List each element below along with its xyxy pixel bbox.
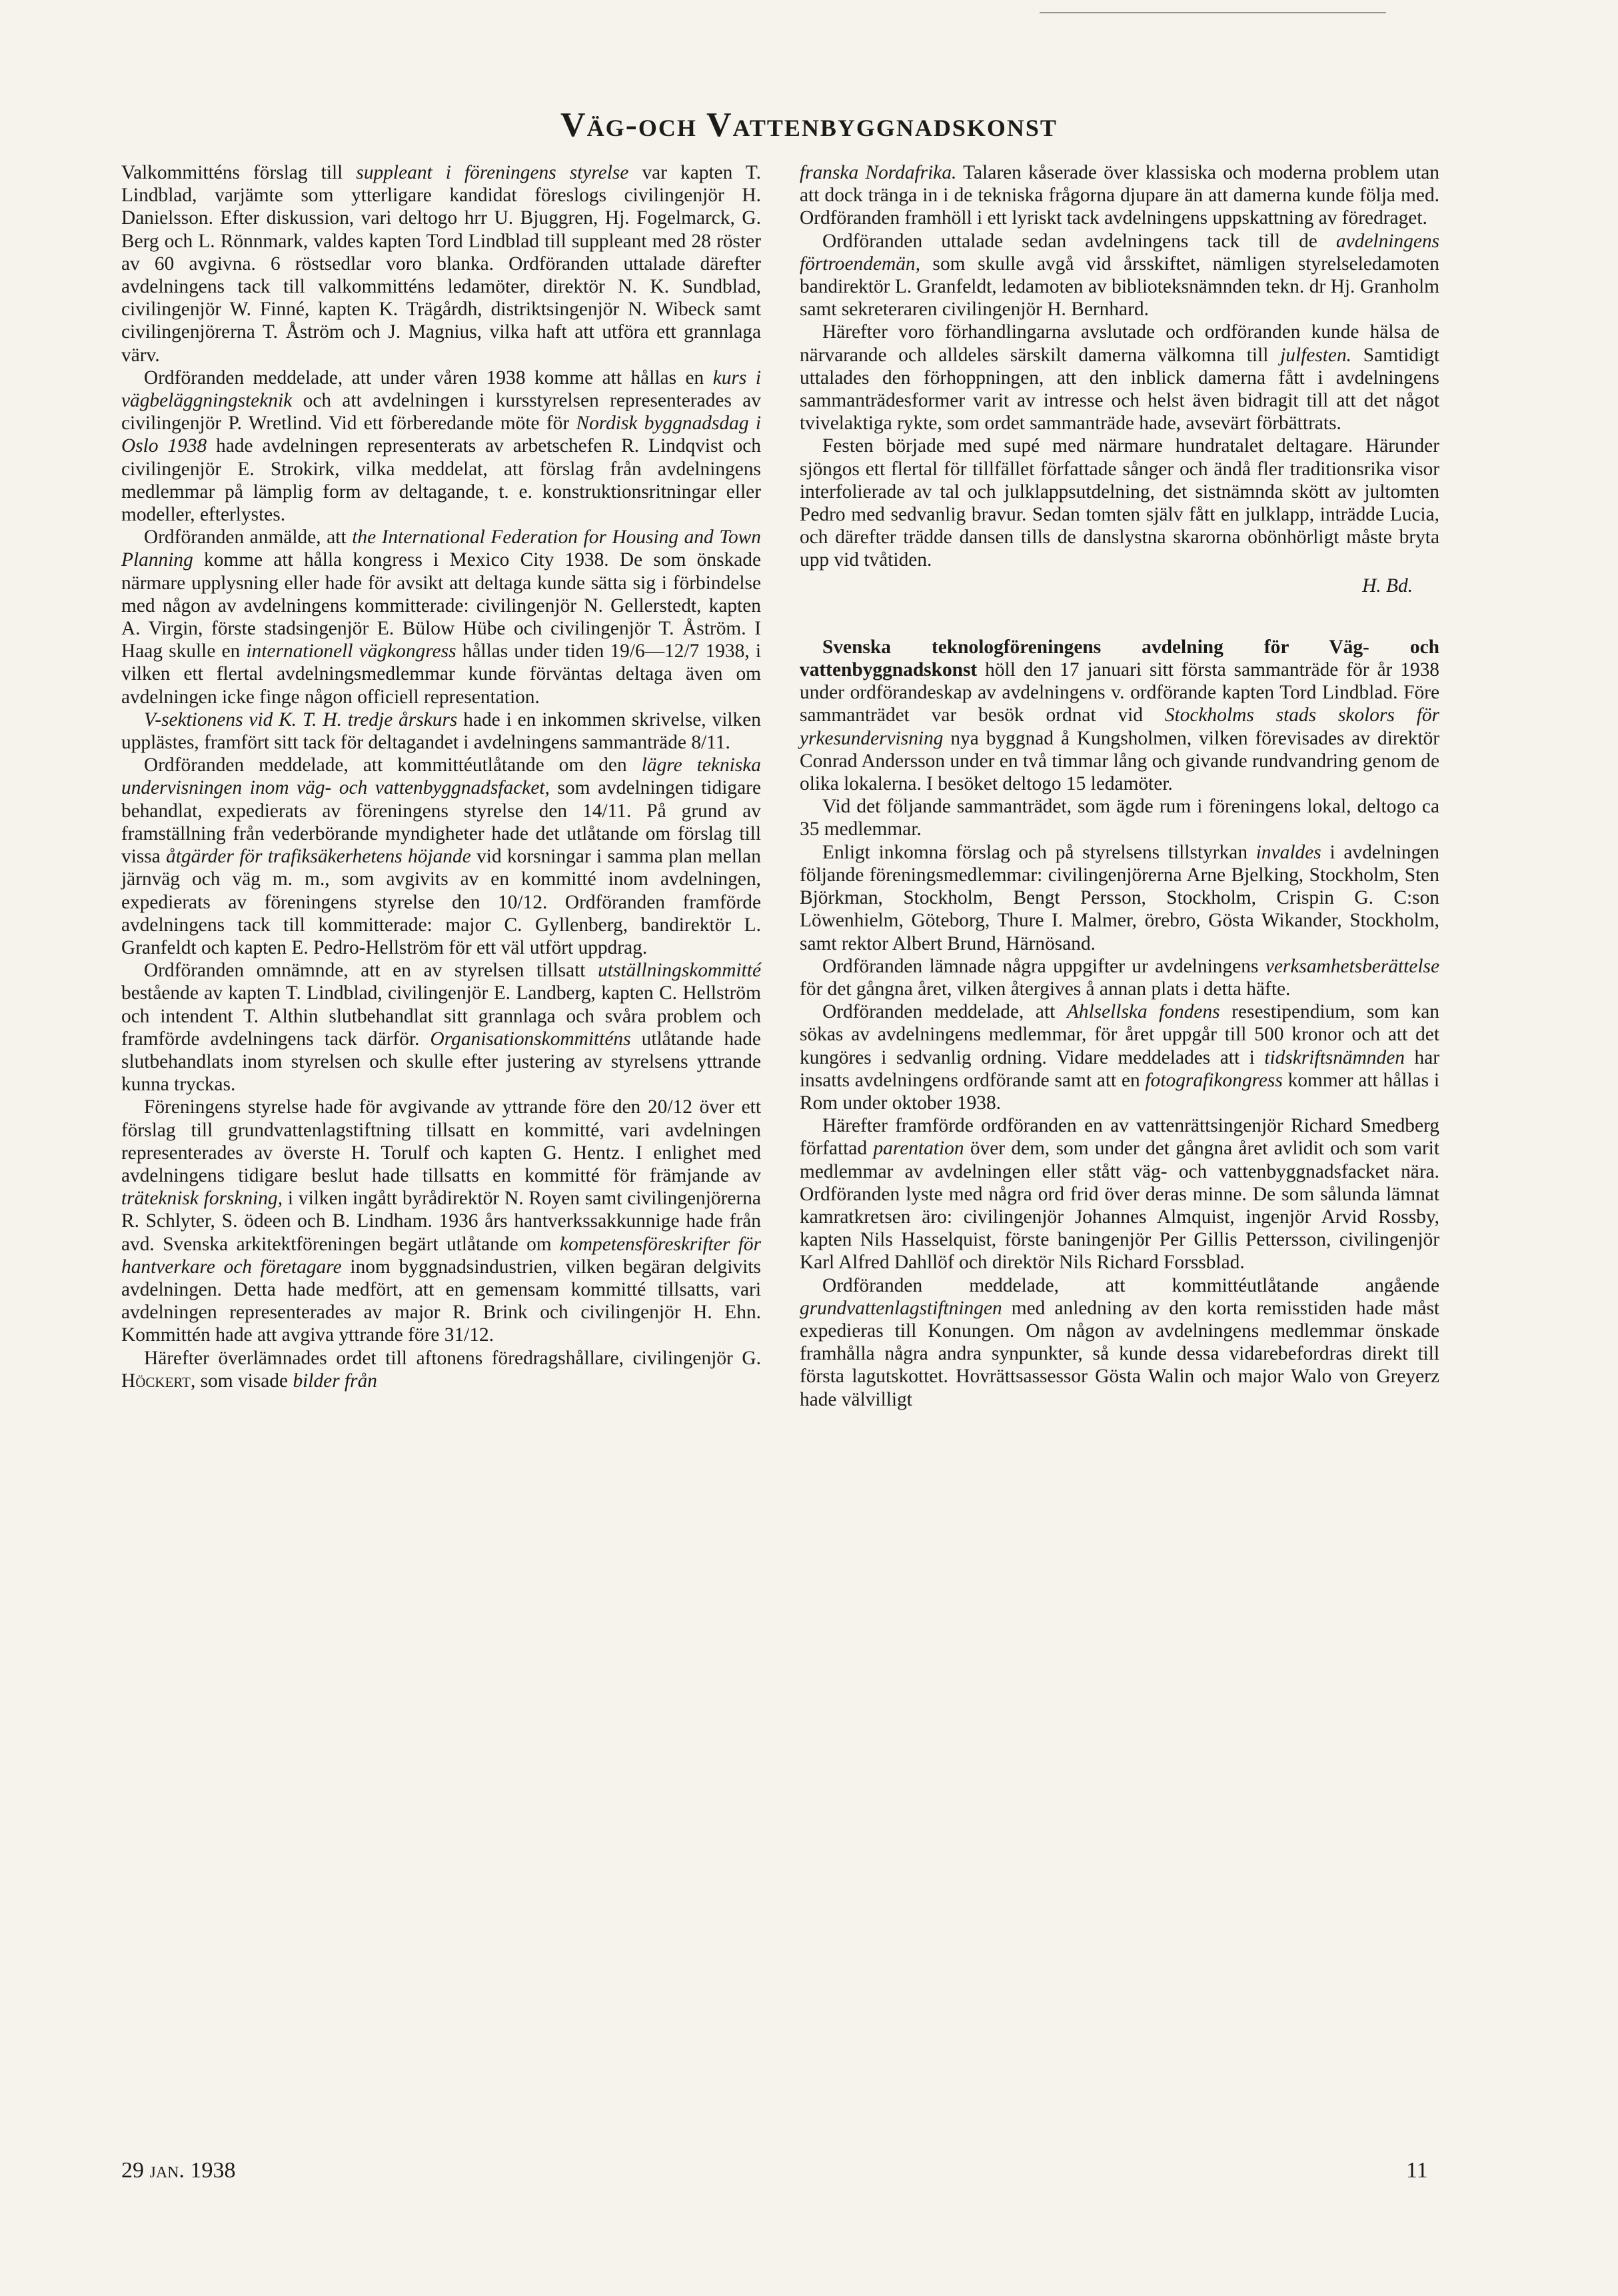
text-run: Organisationskommitténs — [430, 1028, 631, 1050]
text-run: Vid det följande sammanträdet, som ägde rum i föreningens lokal, deltogo ca 35 medlemmar. — [800, 796, 1439, 840]
top-rule — [1040, 12, 1386, 13]
paragraph — [800, 636, 1439, 795]
section-header: Väg-och Vattenbyggnadskonst — [560, 106, 1058, 144]
text-run: Festen började med supé med närmare hundratalet deltagare. Härunder sjöngos ett flertal för tillfället författade sånger och ändå fler traditionsrika visor interfolierade av tal och julklappsutdelning, det sistnämnda skött av jultomten Pedro med sedvanlig bravur. Sedan tomten själv fått en julklapp, inträdde Lucia, och därefter trädde dansen tills de danslystna skarorna obönhörligt måste bryta upp vid tvåtiden. — [800, 435, 1439, 571]
paragraph — [800, 230, 1439, 321]
text-run: Ordföranden meddelade, att under våren 1938 komme att hållas en — [144, 367, 713, 389]
text-run: parentation — [873, 1138, 964, 1160]
text-run: i vilken ingått byrådirektör N. Royen samt civilingenjörerna R. Schlyter, S. ödeen och B. Lindham. 1936 års hantverkssakkunnige hade från avd. Svenska arkitektföreningen begärt utlåtande om — [121, 1188, 761, 1255]
text-run: Härefter överlämnades ordet till aftonens föredragshållare, civilingenjör G. — [144, 1347, 761, 1369]
text-run: Nordisk byggnadsdag i Oslo 1938 — [121, 413, 761, 457]
text-run: Ahlsellska fondens — [1066, 1001, 1220, 1023]
text-run: hade i en inkommen skrivelse, vilken upplästes, framfört sitt tack för deltagandet i avdelningens sammanträde 8/11. — [121, 708, 761, 754]
text-run: åtgärder för trafiksäkerhetens höjande — [166, 846, 471, 868]
text-run: grundvattenlagstiftningen — [800, 1297, 1002, 1319]
paragraph — [121, 367, 761, 526]
text-run: julfesten. — [1280, 344, 1352, 366]
text-run: hade avdelningen representerats av arbetschefen R. Lindqvist och civilingenjör E. Strokirk, vilka meddelat, att förslag från avdelningens medlemmar på lämplig form av deltagande, t. e. konstruktionsritningar eller modeller, efterlystes. — [121, 435, 762, 526]
paragraph — [800, 1274, 1439, 1411]
text-run: suppleant i föreningens styrelse — [356, 162, 629, 183]
text-run: Ordföranden lämnade några uppgifter ur avdelningens — [822, 955, 1265, 977]
text-run: the International Federation for Housing and Town Planning — [121, 527, 761, 571]
text-run: Föreningens styrelse hade för avgivande av yttrande före den 20/12 över ett förslag till grundvattenlagstiftning tillsatt en kommitté, vari avdelningen representerades av överste H. Torulf och kapten G. Hentz. I enlighet med avdelningens tidigare beslut hade tillsatts en kommitté för främjande av — [121, 1096, 761, 1186]
text-run: verksamhetsberättelse — [1265, 955, 1439, 977]
text-run: kurs i vägbeläggningsteknik — [121, 367, 761, 412]
text-run: tidskriftsnämnden — [1264, 1046, 1405, 1068]
text-run: utställningskommitté — [598, 960, 761, 982]
paragraph — [800, 161, 1439, 230]
text-run: vid korsningar i samma plan mellan järnväg och väg m. m., som avgivits av en kommitté inom avdelningen, expedierats av föreningens styrelse den 10/12. Ordföranden framförde avdelningens tack till kommitterade: major C. Gyllenberg, bandirektör L. Granfeldt och kapten E. Pedro-Hellström för ett väl utfört uppdrag. — [121, 846, 761, 958]
text-run: har insatts avdelningens ordförande samt att en — [800, 1046, 1439, 1091]
paragraph — [121, 161, 761, 367]
paragraph — [800, 321, 1439, 435]
text-run: som skulle avgå vid årsskiftet, nämligen styrelseledamoten bandirektör L. Granfeldt, ledamoten av biblioteksnämnden tekn. dr Hj. Granholm samt sekreteraren civilingenjör H. Bernhard. — [800, 253, 1439, 321]
text-run: över dem, som under det gångna året avlidit och som varit medlemmar av avdelningen eller stått väg- och vattenbyggnadsfacket nära. Ordföranden lyste med några ord frid över deras minne. De som sålunda lämnat kamratkretsen äro: civilingenjör Johannes Almquist, ingenjör Arvid Rossby, kapten Nils Hasselquist, förste baningenjör Per Gillis Pettersson, civilingenjör Karl Alfred Dahllöf och direktör Nils Richard Forssblad. — [800, 1138, 1439, 1274]
paragraph — [121, 1347, 761, 1392]
paragraph — [800, 795, 1439, 840]
text-run: Ordföranden omnämnde, att en av styrelsen tillsatt — [144, 960, 598, 982]
paragraph — [800, 841, 1439, 955]
text-run: V-sektionens vid K. T. H. tredje årskurs — [144, 708, 458, 730]
text-run: träteknisk forskning, — [121, 1188, 283, 1210]
page-number: 11 — [1406, 2158, 1428, 2183]
right-column — [800, 161, 1439, 1411]
text-run: Valkommitténs förslag till — [121, 162, 357, 183]
paragraph — [121, 708, 761, 754]
text-run: med anledning av den korta remisstiden hade måst expedieras till Konungen. Om någon av avdelningens medlemmar önskade framhålla några andra synpunkter, så kunde dessa vidarebefordras direkt till första lagutskottet. Hovrättsassessor Gösta Walin och major Walo von Greyerz hade välvilligt — [800, 1297, 1439, 1410]
text-run: som avdelningen tidigare behandlat, expedierats av föreningens styrelse den 14/11. På grund av framställning från vederbörande myndigheter hade det utlåtande om förslag till vissa — [121, 777, 761, 868]
text-run: Stockholms stads skolors för yrkesundervisning — [800, 704, 1439, 749]
paragraph — [121, 959, 761, 1096]
paragraph — [121, 754, 761, 959]
text-run: internationell vägkongress — [246, 640, 456, 662]
text-run: Ordföranden anmälde, att — [144, 527, 353, 549]
text-run: för det gångna året, vilken återgives å annan plats i detta häfte. — [800, 978, 1291, 1000]
text-run: franska Nordafrika. — [800, 162, 957, 183]
text-run: lägre tekniska undervisningen inom väg- och vattenbyggnadsfacket, — [121, 754, 761, 799]
text-run: var kapten T. Lindblad, varjämte som ytterligare kandidat föreslogs civilingenjör H. Danielsson. Efter diskussion, vari deltogo hrr U. Bjuggren, Hj. Fogelmarck, G. Berg och L. Rönnmark, valdes kapten Tord Lindblad till suppleant med 28 röster av 60 avgivna. 6 röstsedlar voro blanka. Ordföranden uttalade därefter avdelningens tack till valkommitténs ledamöter, direktör N. K. Sundblad, civilingenjör W. Finné, kapten K. Trägårdh, distriktsingenjör N. Wibeck samt civilingenjörerna T. Åström och J. Magnius, vilka haft att utföra ett grannlaga värv. — [121, 162, 761, 366]
text-run: inom byggnadsindustrien, vilken begäran delgivits avdelningen. Detta hade medfört, att en gemensam kommitté tillsatts, vari avdelningen representerades av major R. Brink och civilingenjör H. Ehn. Kommittén hade att avgiva yttrande före 31/12. — [121, 1256, 761, 1346]
text-run: Härefter voro förhandlingarna avslutade och ordföranden kunde hälsa de närvarande och alldeles särskilt damerna välkomna till — [800, 321, 1439, 366]
text-run: höll den 17 januari sitt första sammanträde för år 1938 under ordförandeskap av avdelningens v. ordförande kapten Tord Lindblad. Före sammanträdet var besök ordnat vid — [800, 659, 1439, 726]
text-run: Ordföranden meddelade, att — [822, 1001, 1067, 1023]
text-run: i avdelningen följande föreningsmedlemmar: civilingenjörerna Arne Bjelking, Stockholm, Sten Björkman, Stockholm, Bengt Persson, Stockholm, Crispin G. C:son Löwenhielm, Göteborg, Thure I. Malmer, örebro, Gösta Wikander, Stockholm, samt rektor Albert Brund, Härnösand. — [800, 841, 1440, 954]
text-run: utlåtande hade slutbehandlats inom styrelsen och skulle efter justering av styrelsens yttrande kunna tryckas. — [121, 1028, 761, 1096]
left-column — [121, 161, 761, 1392]
paragraph — [800, 1114, 1439, 1274]
footer-date — [121, 2158, 236, 2183]
footer-year: 1938 — [190, 2158, 236, 2183]
text-run: Ordföranden meddelade, att kommittéutlåtande om den — [144, 754, 642, 776]
text-run: bilder från — [293, 1370, 377, 1392]
footer-day: 29 — [121, 2158, 144, 2183]
text-run: bestående av kapten T. Lindblad, civilingenjör E. Landberg, kapten C. Hellström och intendent T. Althin slutbehandlat sitt grannlaga och svåra problem och framförde avdelningens tack därför. — [121, 982, 761, 1050]
text-run: Enligt inkomna förslag och på styrelsens tillstyrkan — [822, 841, 1256, 863]
text-run: Talaren kåserade över klassiska och moderna problem utan att dock tränga in i de tekniska frågorna djupare än att damerna kunde följa med. Ordföranden framhöll i ett lyriskt tack avdelningens uppskattning av föredraget. — [800, 162, 1439, 229]
text-run: Härefter framförde ordföranden en av vattenrättsingenjör Richard Smedberg författad — [800, 1115, 1439, 1160]
text-run: och att avdelningen i kursstyrelsen representerades av civilingenjör P. Wretlind. Vid ett förberedande möte för — [121, 390, 761, 435]
text-run: komme att hålla kongress i Mexico City 1938. De som önskade närmare upplysning eller hade för avsikt att deltaga kunde sätta sig i förbindelse med någon av avdelningens kommitterade: civilingenjör N. Gellerstedt, kapten A. Virgin, förste stadsingenjör E. Bülow Hübe och civilingenjör T. Åström. I Haag skulle en — [121, 549, 761, 662]
paragraph — [121, 526, 761, 708]
text-run: nya byggnad å Kungsholmen, vilken förevisades av direktör Conrad Andersson under en två timmar lång och givande rundvandring genom de olika lokalerna. I besöket deltogo 15 ledamöter. — [800, 727, 1439, 795]
text-run: Svenska teknologföreningens avdelning för Väg- och vattenbyggnadskonst — [800, 636, 1439, 681]
text-run: Ordföranden uttalade sedan avdelningens tack till de — [822, 230, 1336, 252]
paragraph — [800, 955, 1439, 1000]
signature: H. Bd. — [1362, 574, 1413, 596]
text-run: Ordföranden meddelade, att kommittéutlåtande angående — [822, 1274, 1439, 1296]
text-run: , som visade — [190, 1370, 293, 1392]
text-run: Samtidigt uttalades den förhoppningen, att den inblick damerna fått i avdelningens sammanträdesformer varit av intresse och helst även bidragit till att det något tvivelaktiga rykte, som ordet sammanträde hade, avsevärt förbättrats. — [800, 344, 1439, 435]
text-run: invaldes — [1255, 841, 1321, 863]
paragraph — [800, 1000, 1439, 1114]
footer-month: jan. — [149, 2158, 185, 2183]
text-run: kommer att hållas i Rom under oktober 1938. — [800, 1069, 1439, 1114]
text-run: resestipendium, som kan sökas av avdelningens medlemmar, för året uppgår till 500 kronor och att det kungöres i sedvanlig ordning. Vidare meddelades att i — [800, 1001, 1439, 1068]
text-run: Höckert — [121, 1370, 191, 1392]
text-run: avdelningens förtroendemän, — [800, 230, 1439, 275]
text-run: hållas under tiden 19/6—12/7 1938, i vilken ett flertal avdelningsmedlemmar kunde förväntas deltaga även om avdelningen icke finge någon officiell representation. — [121, 640, 762, 708]
paragraph — [800, 435, 1439, 571]
paragraph — [121, 1096, 761, 1346]
text-run: kompetensföreskrifter för hantverkare och företagare — [121, 1233, 762, 1278]
text-run: fotografikongress — [1145, 1069, 1283, 1091]
